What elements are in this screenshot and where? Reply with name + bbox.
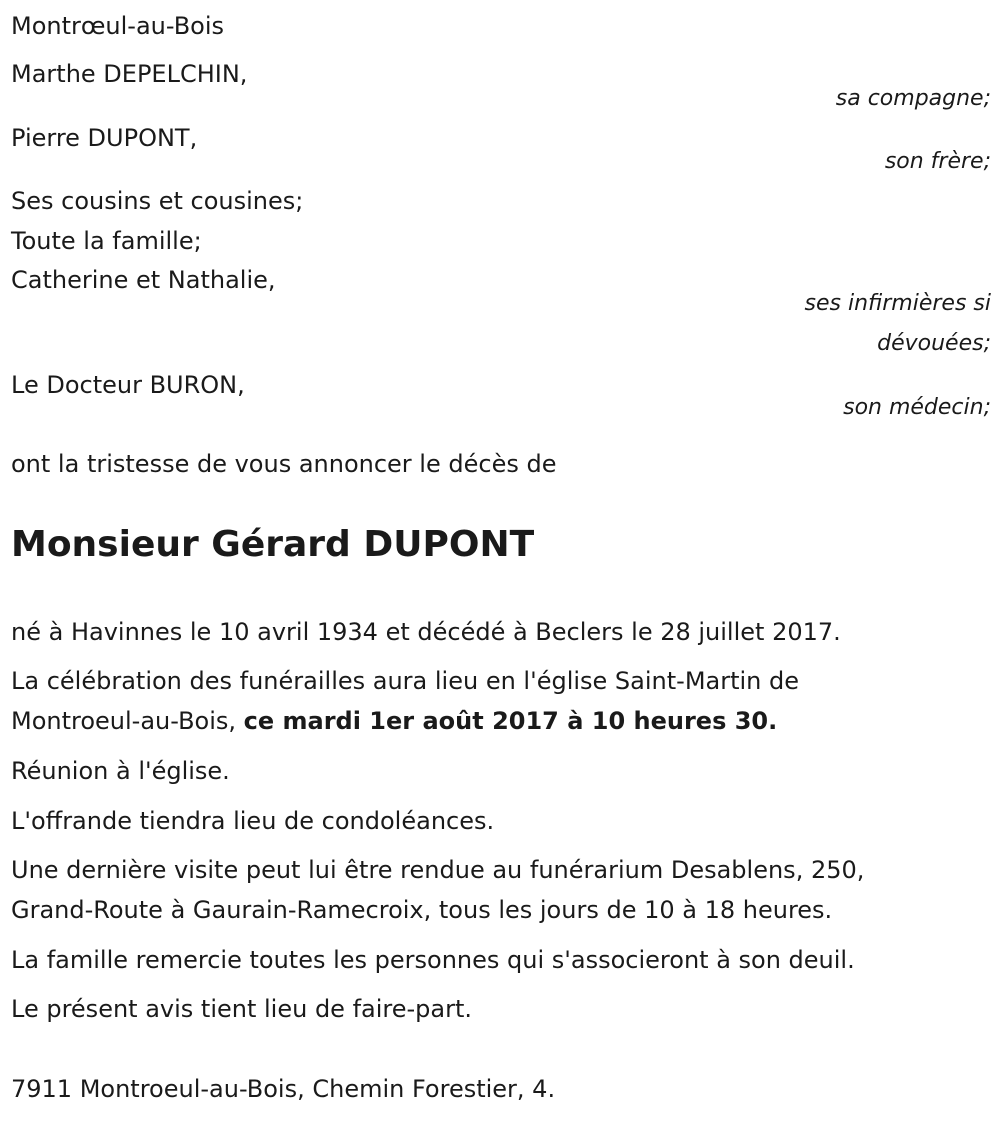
mourner-role-companion: sa compagne; [835,86,991,111]
doctor-name: Le Docteur BURON, [11,371,245,399]
family-line-cousins: Ses cousins et cousines; [11,187,304,215]
mourner-name-brother: Pierre DUPONT, [11,124,198,152]
funeral-place-text: Montroeul-au-Bois, [11,707,244,735]
visit-line-2: Grand-Route à Gaurain-Ramecroix, tous les jours de 10 à 18 heures. [11,896,833,924]
notice-note-line: Le présent avis tient lieu de faire-part. [11,995,473,1023]
meeting-line: Réunion à l'église. [11,757,230,785]
offering-line: L'offrande tiendra lieu de condoléances. [11,807,495,835]
family-line-nurses: Catherine et Nathalie, [11,266,276,294]
mourner-role-brother: son frère; [884,149,991,174]
announcement-text: ont la tristesse de vous annoncer le décès de [11,450,557,478]
nurses-role-line2: dévouées; [877,331,991,356]
mourner-name-companion: Marthe DEPELCHIN, [11,60,248,88]
locality-header: Montrœul-au-Bois [11,12,225,40]
nurses-role-line1: ses infirmières si [804,291,991,316]
funeral-line-2 [11,706,777,736]
funeral-date-time: ce mardi 1er août 2017 à 10 heures 30. [243,707,778,735]
thanks-line: La famille remercie toutes les personnes qui s'associeront à son deuil. [11,946,855,974]
death-notice [11,0,991,1123]
funeral-line-1: La célébration des funérailles aura lieu en l'église Saint-Martin de [11,667,800,695]
family-line-family: Toute la famille; [11,227,202,255]
deceased-name: Monsieur Gérard DUPONT [11,524,535,565]
address-line: 7911 Montroeul-au-Bois, Chemin Forestier, 4. [11,1075,556,1103]
visit-line-1: Une dernière visite peut lui être rendue au funérarium Desablens, 250, [11,856,865,884]
doctor-role: son médecin; [843,395,991,420]
birth-death-line: né à Havinnes le 10 avril 1934 et décédé à Beclers le 28 juillet 2017. [11,618,841,646]
